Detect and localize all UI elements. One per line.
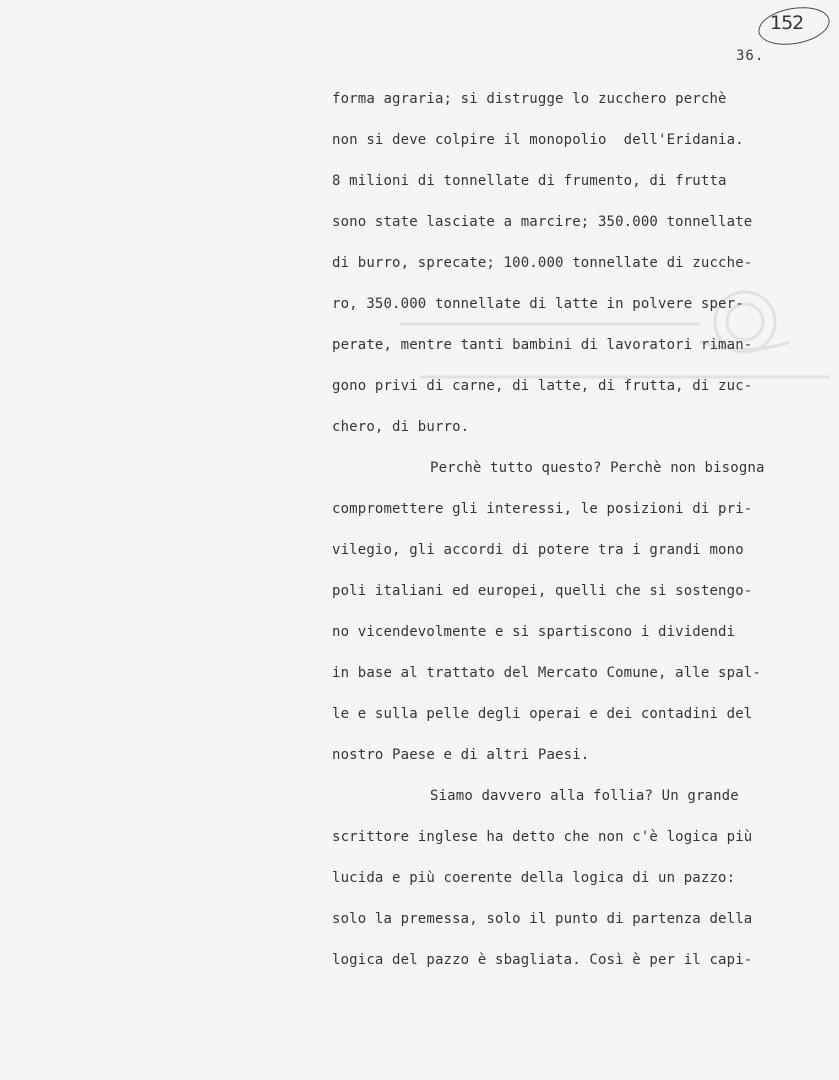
body-line: 8 milioni di tonnellate di frumento, di frutta [332,173,727,189]
body-line: lucida e più coerente della logica di un pazzo: [332,870,736,886]
body-line: compromettere gli interessi, le posizioni di pri- [332,501,753,517]
body-line: gono privi di carne, di latte, di frutta, di zuc- [332,378,753,394]
body-line: nostro Paese e di altri Paesi. [332,747,590,763]
page-number: 36. [736,48,765,64]
body-line: no vicendevolmente e si spartiscono i dividendi [332,624,736,640]
body-line: forma agraria; si distrugge lo zucchero perchè [332,91,727,107]
body-line: in base al trattato del Mercato Comune, alle spal- [332,665,761,681]
body-line: solo la premessa, solo il punto di partenza della [332,911,753,927]
body-line: le e sulla pelle degli operai e dei contadini del [332,706,753,722]
body-line: poli italiani ed europei, quelli che si sostengo- [332,583,753,599]
archive-number: 152 [770,12,804,34]
body-line: perate, mentre tanti bambini di lavoratori riman- [332,337,753,353]
body-line: Siamo davvero alla follia? Un grande [430,788,739,804]
body-line: di burro, sprecate; 100.000 tonnellate di zucche- [332,255,753,271]
body-line: chero, di burro. [332,419,470,435]
body-line: sono state lasciate a marcire; 350.000 tonnellate [332,214,753,230]
body-line: non si deve colpire il monopolio dell'Eridania. [332,132,744,148]
body-line: Perchè tutto questo? Perchè non bisogna [430,460,765,476]
body-line: logica del pazzo è sbagliata. Così è per il capi- [332,952,753,968]
body-line: vilegio, gli accordi di potere tra i grandi mono [332,542,744,558]
body-line: scrittore inglese ha detto che non c'è logica più [332,829,753,845]
body-line: ro, 350.000 tonnellate di latte in polvere sper- [332,296,744,312]
